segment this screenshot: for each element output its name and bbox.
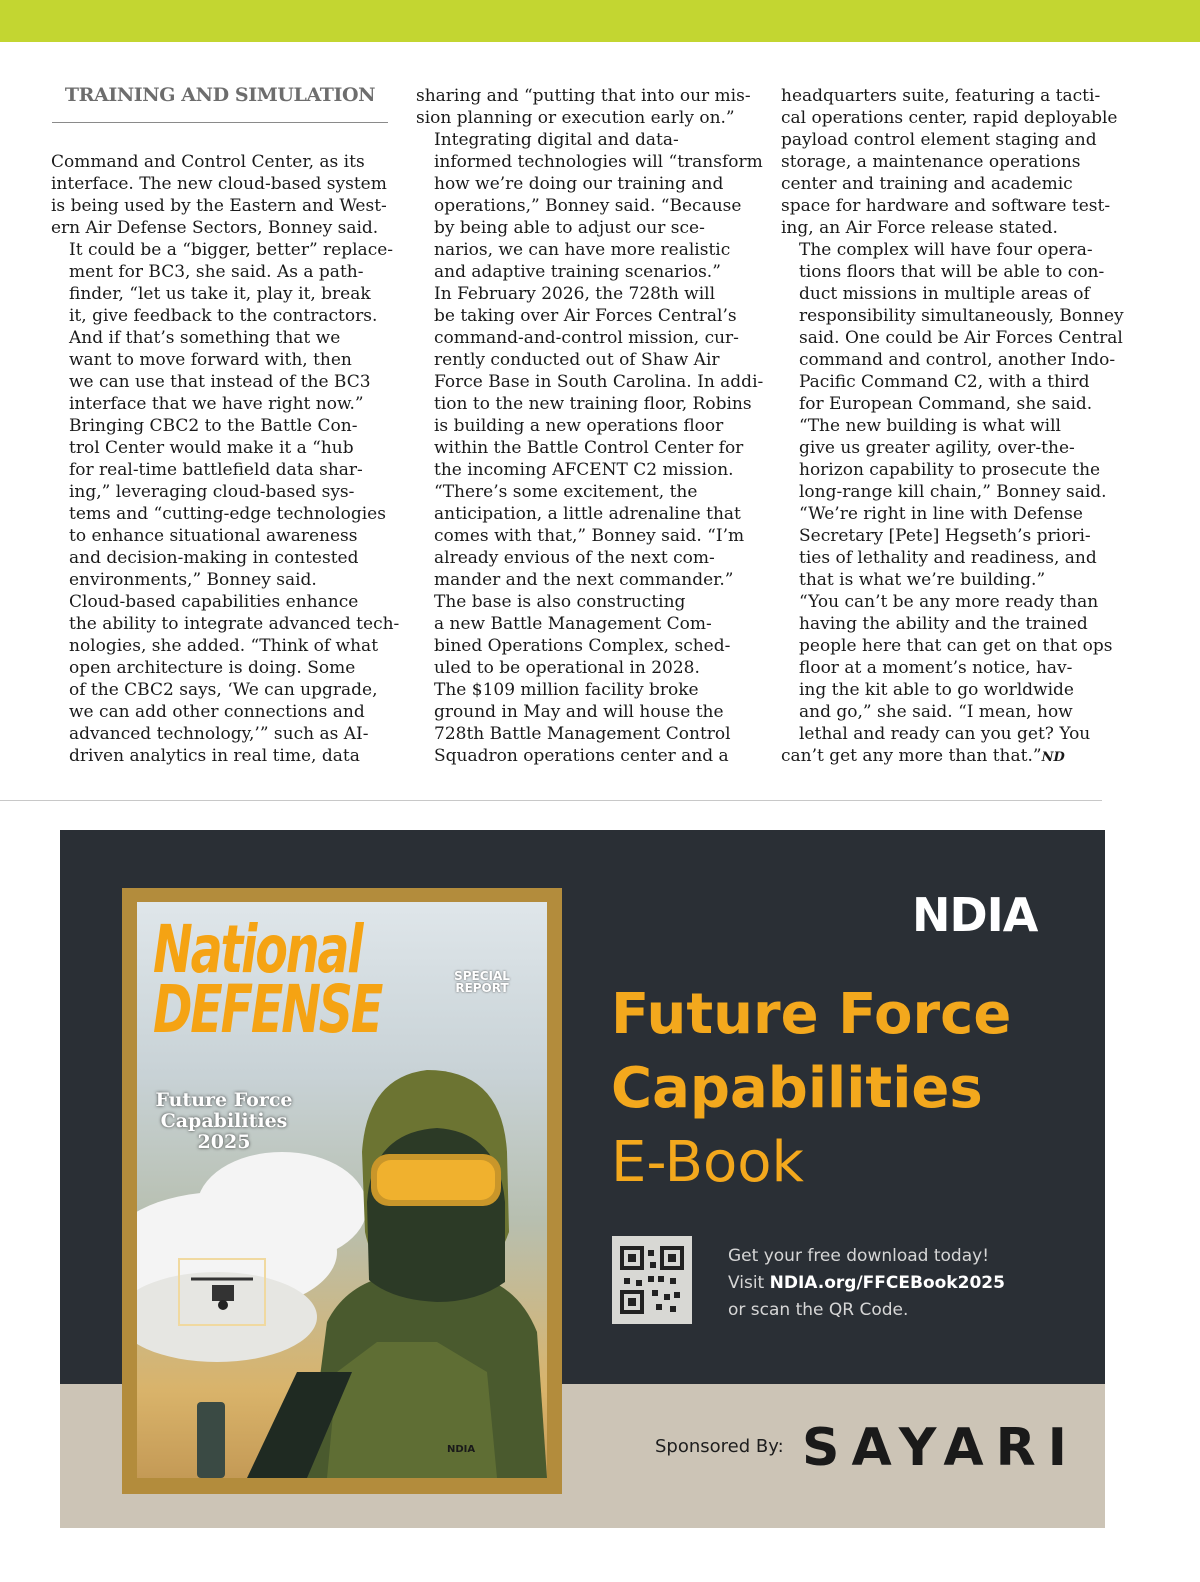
article-line: lethal and ready can you get? You <box>799 724 1091 744</box>
article-line: finder, “let us take it, play it, break <box>69 284 371 304</box>
article-line: uled to be operational in 2028. <box>434 658 700 678</box>
article-line: ern Air Defense Sectors, Bonney said. <box>51 218 379 238</box>
article-line: and go,” she said. “I mean, how <box>799 702 1073 722</box>
magazine-masthead: National DEFENSE <box>153 911 382 1048</box>
article-paragraph <box>51 239 394 415</box>
article-line: storage, a maintenance operations <box>781 152 1081 172</box>
article-line: people here that can get on that ops <box>799 636 1113 656</box>
article-line: center and training and academic <box>781 174 1073 194</box>
article-line: open architecture is doing. Some <box>69 658 356 678</box>
ebook-advertisement[interactable] <box>60 830 1105 1528</box>
article-line: “You can’t be any more ready than <box>799 592 1099 612</box>
article-line: rently conducted out of Shaw Air <box>434 350 720 370</box>
article-line: driven analytics in real time, data <box>69 746 360 766</box>
page-divider <box>0 800 1102 801</box>
article-line: mander and the next commander.” <box>434 570 734 590</box>
article-line: Cloud-based capabilities enhance <box>69 592 359 612</box>
article-signoff: ND <box>1041 750 1065 765</box>
article-paragraph <box>416 679 756 767</box>
article-line: comes with that,” Bonney said. “I’m <box>434 526 745 546</box>
article-line: Bringing CBC2 to the Battle Con- <box>69 416 358 436</box>
sponsor-logo: SAYARI <box>802 1418 1080 1478</box>
article-line: operations,” Bonney said. “Because <box>434 196 742 216</box>
article-line: for European Command, she said. <box>799 394 1093 414</box>
article-line: is being used by the Eastern and West- <box>51 196 387 216</box>
article-line: the ability to integrate advanced tech- <box>69 614 400 634</box>
article-line: said. One could be Air Forces Central <box>799 328 1123 348</box>
article-line: Squadron operations center and a <box>434 746 729 766</box>
download-url-link[interactable]: NDIA.org/FFCEBook2025 <box>769 1273 1005 1293</box>
article-line: ing,” leveraging cloud-based sys- <box>69 482 355 502</box>
article-line: “The new building is what will <box>799 416 1061 436</box>
article-line: having the ability and the trained <box>799 614 1088 634</box>
article-line: Pacific Command C2, with a third <box>799 372 1090 392</box>
magazine-cover[interactable] <box>137 902 547 1478</box>
cover-publisher: NDIA <box>447 1444 476 1455</box>
article-line: is building a new operations floor <box>434 416 724 436</box>
article-paragraph <box>416 481 756 591</box>
article-paragraph <box>416 591 756 679</box>
article-line: informed technologies will “transform <box>434 152 763 172</box>
article-line: floor at a moment’s notice, hav- <box>799 658 1073 678</box>
article-line: “We’re right in line with Defense <box>799 504 1083 524</box>
article-line: bined Operations Complex, sched- <box>434 636 731 656</box>
article-line: we can use that instead of the BC3 <box>69 372 371 392</box>
article-paragraph <box>781 591 1121 769</box>
ad-headline: Future Force Capabilities E-Book <box>611 982 1012 1195</box>
special-report-label: SPECIAL REPORT <box>454 969 510 995</box>
article-line: to enhance situational awareness <box>69 526 358 546</box>
sponsored-by-label: Sponsored By: <box>655 1436 784 1457</box>
article-column-2 <box>416 85 764 767</box>
article-line: ties of lethality and readiness, and <box>799 548 1097 568</box>
article-line: how we’re doing our training and <box>434 174 724 194</box>
article-line: want to move forward with, then <box>69 350 352 370</box>
article-line: Secretary [Pete] Hegseth’s priori- <box>799 526 1091 546</box>
article-line: And if that’s something that we <box>69 328 341 348</box>
article-line: a new Battle Management Com- <box>434 614 712 634</box>
article-line: give us greater agility, over-the- <box>799 438 1075 458</box>
article-line: The base is also constructing <box>434 592 686 612</box>
article-line: ment for BC3, she said. As a path- <box>69 262 364 282</box>
article-line: tems and “cutting-edge technologies <box>69 504 386 524</box>
article-line: tions floors that will be able to con- <box>799 262 1105 282</box>
article-line: cal operations center, rapid deployable <box>781 108 1118 128</box>
article-line: In February 2026, the 728th will <box>434 284 716 304</box>
article-line: 728th Battle Management Control <box>434 724 731 744</box>
article-paragraph <box>781 415 1121 591</box>
article-line: by being able to adjust our sce- <box>434 218 705 238</box>
article-line: for real-time battlefield data shar- <box>69 460 363 480</box>
article-line: that is what we’re building.” <box>799 570 1046 590</box>
top-color-bar <box>0 0 1200 42</box>
article-line: it, give feedback to the contractors. <box>69 306 378 326</box>
ndia-logo: NDIA <box>912 888 1038 942</box>
article-line: already envious of the next com- <box>434 548 715 568</box>
article-paragraph <box>51 591 400 767</box>
article-line: Command and Control Center, as its <box>51 152 365 172</box>
drone-icon <box>177 1257 267 1327</box>
article-paragraph <box>416 129 763 283</box>
article-line: interface that we have right now.” <box>69 394 364 414</box>
article-paragraph <box>51 415 391 591</box>
article-paragraph <box>416 283 764 481</box>
article-line: ground in May and will house the <box>434 702 724 722</box>
article-column-1 <box>51 151 400 767</box>
section-rule <box>52 122 388 123</box>
article-line: anticipation, a little adrenaline that <box>434 504 741 524</box>
download-instructions: Get your free download today! Visit NDIA.org/FFCEBook2025 or scan the QR Code. <box>728 1246 1005 1320</box>
article-line: “There’s some excitement, the <box>434 482 698 502</box>
article-line: responsibility simultaneously, Bonney <box>799 306 1124 326</box>
article-line: the incoming AFCENT C2 mission. <box>434 460 734 480</box>
article-line: nologies, she added. “Think of what <box>69 636 379 656</box>
article-line: can’t get any more than that.” <box>781 746 1042 766</box>
article-line: headquarters suite, featuring a tacti- <box>781 86 1101 106</box>
article-line: advanced technology,’” such as AI- <box>69 724 369 744</box>
section-label: TRAINING AND SIMULATION <box>64 84 376 106</box>
article-column-3 <box>781 85 1124 769</box>
article-line: and adaptive training scenarios.” <box>434 262 721 282</box>
article-line: of the CBC2 says, ‘We can upgrade, <box>69 680 378 700</box>
article-line: interface. The new cloud-based system <box>51 174 387 194</box>
article-line: within the Battle Control Center for <box>434 438 744 458</box>
article-line: space for hardware and software test- <box>781 196 1111 216</box>
article-line: Force Base in South Carolina. In addi- <box>434 372 764 392</box>
article-line: command-and-control mission, cur- <box>434 328 739 348</box>
article-line: ing, an Air Force release stated. <box>781 218 1058 238</box>
article-paragraph <box>51 151 391 239</box>
article-line: command and control, another Indo- <box>799 350 1116 370</box>
article-line: tion to the new training floor, Robins <box>434 394 752 414</box>
article-line: environments,” Bonney said. <box>69 570 317 590</box>
article-paragraph <box>781 85 1121 239</box>
article-line: The complex will have four opera- <box>799 240 1093 260</box>
article-line: and decision-making in contested <box>69 548 359 568</box>
article-line: It could be a “bigger, better” replace- <box>69 240 394 260</box>
article-line: horizon capability to prosecute the <box>799 460 1101 480</box>
article-line: we can add other connections and <box>69 702 365 722</box>
article-line: long-range kill chain,” Bonney said. <box>799 482 1107 502</box>
article-line: Integrating digital and data- <box>434 130 679 150</box>
article-paragraph <box>781 239 1124 415</box>
qr-code-icon[interactable] <box>612 1236 692 1324</box>
article-line: The $109 million facility broke <box>434 680 699 700</box>
article-line: sharing and “putting that into our mis- <box>416 86 751 106</box>
article-line: ing the kit able to go worldwide <box>799 680 1074 700</box>
article-line: trol Center would make it a “hub <box>69 438 354 458</box>
article-line: payload control element staging and <box>781 130 1097 150</box>
cover-subtitle: Future Force Capabilities 2025 <box>155 1089 293 1153</box>
article-line: sion planning or execution early on.” <box>416 108 735 128</box>
article-line: be taking over Air Forces Central’s <box>434 306 737 326</box>
article-paragraph <box>416 85 756 129</box>
article-line: duct missions in multiple areas of <box>799 284 1090 304</box>
article-line: narios, we can have more realistic <box>434 240 731 260</box>
